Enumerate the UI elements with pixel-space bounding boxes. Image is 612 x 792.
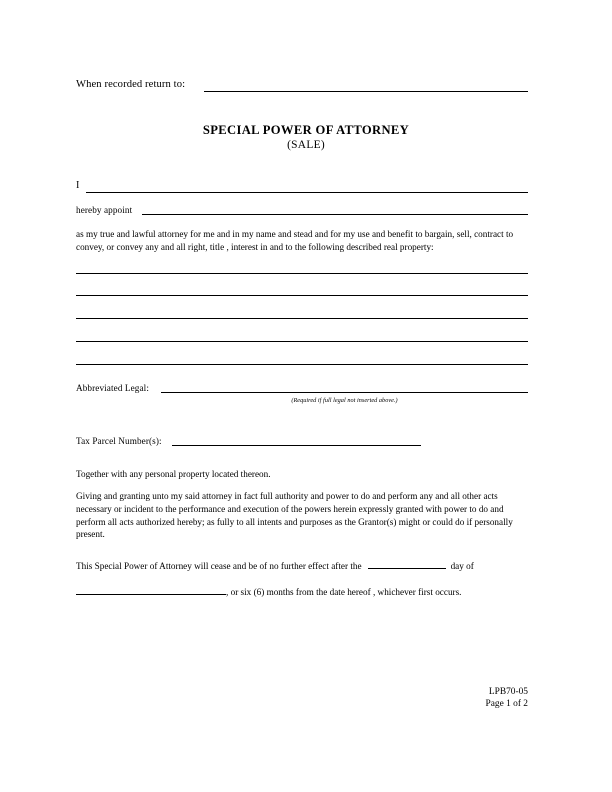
attorney-powers-clause: as my true and lawful attorney for me and in my name and stead and for my use and benefit to bargain, sell, contract to convey, or convey any and all right, title , interest in and to the following described real property: <box>76 229 514 252</box>
personal-property-clause: Together with any personal property located thereon. <box>76 469 271 479</box>
abbreviated-legal-label: Abbreviated Legal: <box>76 383 149 393</box>
termination-day-blank[interactable] <box>368 568 446 569</box>
hereby-appoint-label: hereby appoint <box>76 205 133 215</box>
property-description-blank-line[interactable] <box>76 318 528 319</box>
termination-date-blank[interactable] <box>76 594 226 595</box>
tax-parcel-number-label: Tax Parcel Number(s): <box>76 436 162 446</box>
property-description-blank-line[interactable] <box>76 273 528 274</box>
property-description-blank-line[interactable] <box>76 341 528 342</box>
form-identifier: LPB70-05 <box>488 687 528 697</box>
when-recorded-return-to-blank[interactable] <box>204 91 528 92</box>
when-recorded-return-to-label: When recorded return to: <box>76 79 186 90</box>
termination-clause-line-1 <box>76 561 474 571</box>
page-number: Page 1 of 2 <box>485 699 528 709</box>
grantor-label: I <box>76 180 80 191</box>
termination-clause-prefix: This Special Power of Attorney will cease and be of no further effect after the <box>76 561 362 571</box>
termination-clause-line-2 <box>76 587 461 597</box>
page-title: SPECIAL POWER OF ATTORNEY <box>202 123 410 137</box>
property-description-blank-line[interactable] <box>76 295 528 296</box>
tax-parcel-number-blank[interactable] <box>172 445 421 446</box>
page-subtitle: (SALE) <box>287 139 325 151</box>
granting-powers-paragraph: Giving and granting unto my said attorney in fact full authority and power to do and perform any and all other acts necessary or incident to the performance and execution of the powers herein expressly granted with power to do and perform all acts authorized hereby; as fully to all intents and purposes as the Grantor(s) might or could do if personally present. <box>76 491 513 540</box>
abbreviated-legal-note: (Required if full legal not inserted above.) <box>291 397 398 404</box>
property-description-blank-line[interactable] <box>76 364 528 365</box>
attorney-name-blank[interactable] <box>142 214 528 215</box>
termination-clause-suffix: , or six (6) months from the date hereof , whichever first occurs. <box>226 587 462 597</box>
abbreviated-legal-blank[interactable] <box>161 392 528 393</box>
termination-day-of-label: day of <box>450 561 474 571</box>
grantor-name-blank[interactable] <box>86 192 528 193</box>
